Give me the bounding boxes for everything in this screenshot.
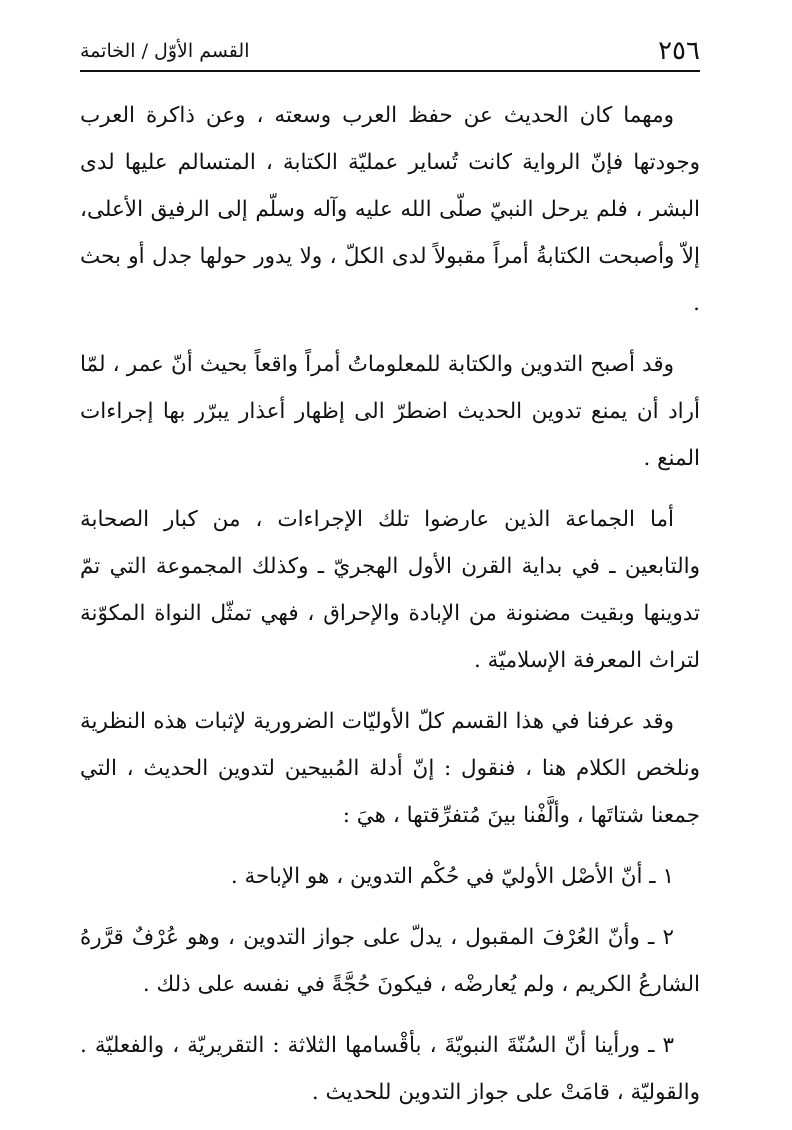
paragraph-1: ومهما كان الحديث عن حفظ العرب وسعته ، وعن ذاكرة العرب وجودتها فإنّ الرواية كانت تُساير عمليّة الكتابة ، المتسالم عليها لدى البشر ، فلم يرحل النبيّ صلّى الله عليه وآله وسلّم إلى الرفيق الأعلى، إلاّ وأصبحت الكتابةُ أمراً مقبولاً لدى الكلّ ، ولا يدور حولها جدل أو بحث .: [80, 103, 700, 316]
page-header: [80, 30, 700, 72]
list-item-3: ٣ ـ ورأينا أنّ السُنّةَ النبويّةَ ، بأقْسامها الثلاثة : التقريريّة ، والفعليّة . والقوليّة ، قامَتْ على جواز التدوين للحديث .: [80, 1033, 700, 1105]
page-body: [80, 92, 700, 1130]
paragraph-3: أما الجماعة الذين عارضوا تلك الإجراءات ، من كبار الصحابة والتابعين ـ في بداية القرن الأول الهجريّ ـ وكذلك المجموعة التي تمّ تدوينها وبقيت مضنونة من الإبادة والإحراق ، فهي تمثّل النواة المكوّنة لتراث المعرفة الإسلاميّة .: [80, 507, 700, 673]
running-head: القسم الأوّل / الخاتمة: [80, 40, 250, 62]
paragraph-2: وقد أصبح التدوين والكتابة للمعلوماتُ أمراً واقعاً بحيث أنّ عمر ، لمّا أراد أن يمنع تدوين الحديث اضطرّ الى إظهار أعذار يبرّر بها إجراءات المنع .: [80, 352, 700, 471]
list-item-2: ٢ ـ وأنّ العُرْفَ المقبول ، يدلّ على جواز التدوين ، وهو عُرْفٌ قرَّرهُ الشارعُ الكريم ، ولم يُعارضْه ، فيكونَ حُجَّةً في نفسه على ذلك .: [80, 925, 700, 997]
paragraph-4: وقد عرفنا في هذا القسم كلّ الأوليّات الضرورية لإثبات هذه النظرية ونلخص الكلام هنا ، فنقول : إنّ أدلة المُبيحين لتدوين الحديث ، التي جمعنا شتاتَها ، وألَّفْنا بينَ مُتفرِّقتها ، هيَ :: [80, 709, 700, 828]
page-number: ٢٥٦: [658, 36, 700, 66]
header-rule: [80, 70, 700, 72]
list-item-1: ١ ـ أنّ الأصْل الأوليّ في حُكْم التدوين ، هو الإباحة .: [230, 864, 674, 889]
